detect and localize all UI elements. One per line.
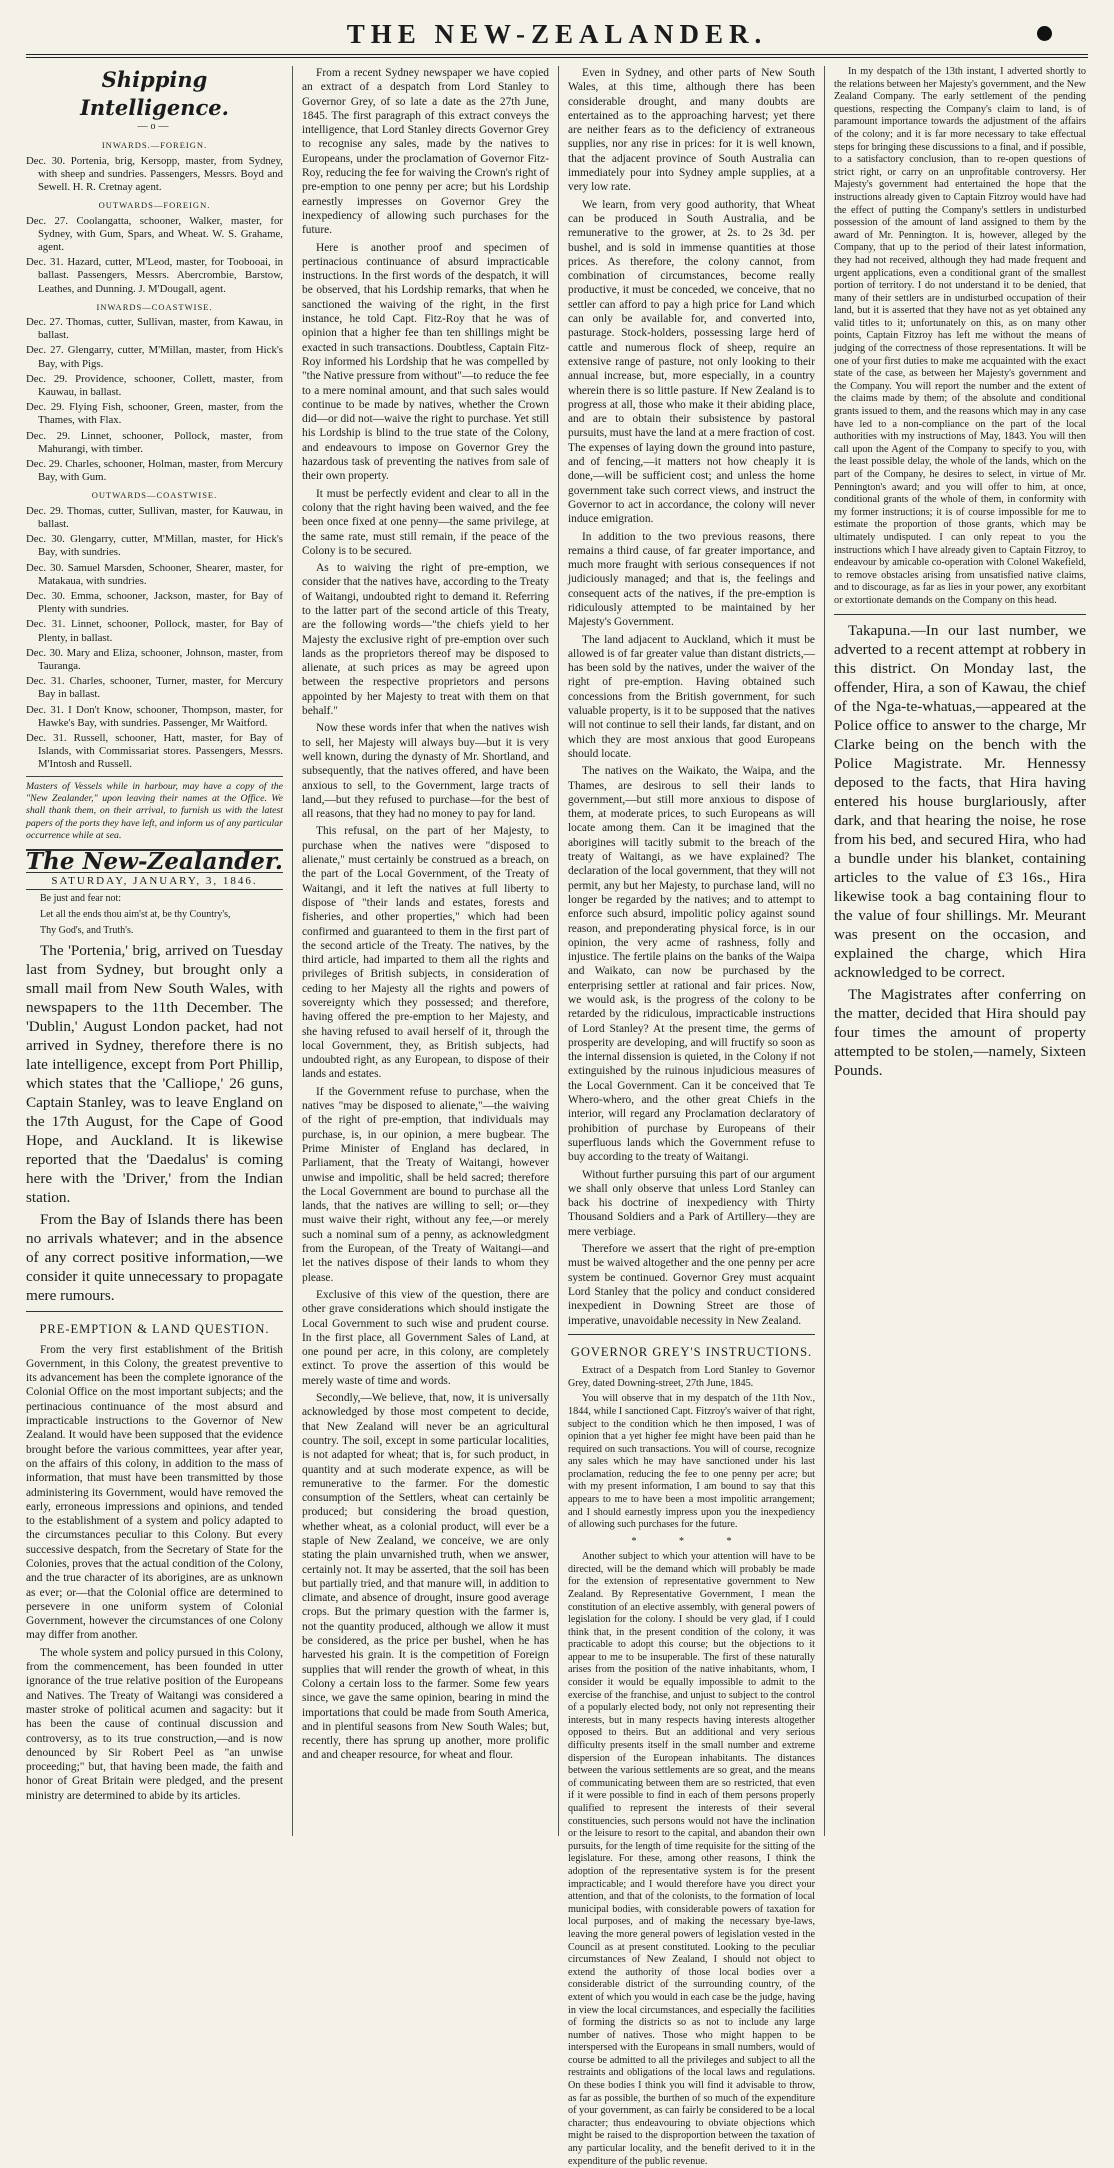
motto-line: Be just and fear not: xyxy=(40,893,122,905)
preemption-heading: PRE-EMPTION & LAND QUESTION. xyxy=(39,1322,270,1337)
shipping-entry: Dec. 29. Providence, schooner, Collett, master, from Kauwau, in ballast. xyxy=(26,372,283,399)
column-4 xyxy=(824,66,1086,1836)
instructions-paragraph: You will observe that in my despatch of the 11th Nov., 1844, while I sanctioned Capt. Fitzroy's waiver of that right, subject to the condition which he then imposed, I was of opinion that a yet higher fee might have been paid than he required on such transactions. You will of course, recognize any sales which he may have sanctioned under his last proclamation, reducing the fee to one penny per acre; but with my present information, I am bound to say that this appears to me to have been a most impolitic arrangement; and I should earnestly impress upon you the inexpediency of allowing such purchases for the future. xyxy=(568,1393,815,1531)
article-paragraph: We learn, from very good authority, that Wheat can be produced in South Australia, and be remunerative to the grower, at 2s. to 2s 3d. per bushel, and is sold in immense quantities at those prices. As therefore, the colony cannot, from combination of circumstances, become really productive, it must be conceded, we conceive, that no settler can afford to pay a high price for Land which can only be available for, and converted into, pasturage. Stock-holders, possessing large herd of cattle and numerous flock of sheep, require an extensive range of pasture, not only looking to their annual increase, but, more especially, in a country wherein there is so little pasture. If New Zealand is to progress at all, those who make it their abiding place, and are to obtain their subsistence by pastoral pursuits, must have the land at a mere fraction of cost. The expenses of laying down the ground into pasture, and of fencing,—it matters not how cheaply it is done,—will be sufficient cost; and unless the home government take such correct views, and instruct the Governor to act in accordance, the colony will never induce emigration. xyxy=(568,198,815,526)
shipping-entry: Dec. 31. Charles, schooner, Turner, master, for Mercury Bay in ballast. xyxy=(26,675,283,701)
article-paragraph: From the very first establishment of the British Government, in this Colony, the greatest preventive to its advancement has been the complete ignorance of the Colonial Office on the most important subjects; and the pertinacious continuance of the most absurd and impracticable instructions to the Governor of New Zealand. It would have been supposed that the evidence brought before the various committees, year after year, on the affairs of this colony, in addition to the mass of information, that must have been transmitted by those administering its Government, would have removed the early, erroneous impressions and opinions, and tended to the establishment of a system and policy adapted to the circumstances peculiar to this Colony. But every successive despatch, from the Secretary of State for the Colonies, proves that the actual condition of the Colony, and the true character of its aborigines, are as unknown as ever; or—that the Colonial office are determined to persevere in one uniform system of Colonial Government, however the circumstances of one Colony may differ from another. xyxy=(26,1343,283,1642)
shipping-entry: Dec. 30. Samuel Marsden, Schooner, Shearer, master, for Matakaua, with sundries. xyxy=(26,561,283,587)
masters-notice: Masters of Vessels while in harbour, may have a copy of the "New Zealander," upon leaving their names at the Office. We shall thank them, on their arrival, to furnish us with the latest papers of the ports they have left, and inform us of any particular occurrence while at sea. xyxy=(26,776,283,843)
motto-line: Thy God's, and Truth's. xyxy=(40,925,134,937)
outwards-coastwise-heading: OUTWARDS—COASTWISE. xyxy=(91,490,218,501)
news-paragraph: The 'Portenia,' brig, arrived on Tuesday last from Sydney, but brought only a small mail from New South Wales, with newspapers to the 11th December. The 'Dublin,' August London packet, had not arrived in Sydney, therefore there is no late intelligence, except from Port Phillip, which states that the 'Calliope,' 26 guns, Captain Stanley, was to leave England on the 17th August, for the Cape of Good Hope, and Auckland. It is likewise reported that the 'Daedalus' is coming here with the 'Driver,' from the Indian station. xyxy=(26,942,283,1207)
masthead xyxy=(26,14,1088,58)
divider xyxy=(568,1334,815,1335)
takapuna-paragraph: The Magistrates after conferring on the matter, decided that Hira should pay four times the amount of property attempted to be stolen,—namely, Sixteen Pounds. xyxy=(834,985,1086,1079)
article-paragraph: As to waiving the right of pre-emption, we consider that the natives have, according to the Treaty of Waitangi, undoubted right to demand it. Referring to the latter part of the second article of this Treaty, are the following words—"the chiefs yield to her Majesty the exclusive right of pre-emption over such lands as the proprietors thereof may be disposed to alienate, at such prices as may be agreed upon between the respective proprietors and persons appointed by her Majesty to treat with them on that behalf." xyxy=(302,562,549,718)
ornament: —o— xyxy=(137,121,172,132)
outwards-foreign-heading: OUTWARDS—FOREIGN. xyxy=(98,200,211,211)
article-paragraph: Even in Sydney, and other parts of New South Wales, at this time, although there has been considerable drought, and many doubts are entertained as to the approaching harvest; yet there are neither fears as to the deficiency of extraneous supplies, nor any rise in prices: for it is well known, that the adjacent province of South Australia can immediately pour into Sydney ample supplies, at a very low rate. xyxy=(568,67,815,194)
columns xyxy=(26,66,1088,2167)
shipping-entry: Dec. 29. Charles, schooner, Holman, master, from Mercury Bay, with Gum. xyxy=(26,458,283,484)
shipping-entry: Dec. 31. Linnet, schooner, Pollock, master, for Bay of Plenty, in ballast. xyxy=(26,618,283,644)
shipping-entry: Dec. 30. Portenia, brig, Kersopp, master, from Sydney, with sheep and sundries. Passengers, Messrs. Boyd and Sewell. H. R. Cretnay agent. xyxy=(26,154,283,193)
column-3 xyxy=(558,66,824,2167)
newspaper-title: THE NEW-ZEALANDER. xyxy=(346,19,768,49)
section-stars: * * * xyxy=(631,1535,752,1547)
inwards-foreign-heading: INWARDS.—FOREIGN. xyxy=(101,140,208,151)
shipping-entry: Dec. 27. Glengarry, cutter, M'Millan, master, from Hick's Bay, with Pigs. xyxy=(26,344,283,370)
article-paragraph: This refusal, on the part of her Majesty, to purchase when the natives were "disposed to alienate," must certainly be construed as a breach, on the part of the Local Government, of the Treaty of Waitangi, and it left the natives at full liberty to dispose of "their lands and estates, forests and fisheries, and other properties," which had been confirmed and guaranteed to them in the first part of the second article of the Treaty. The natives, by the third article, had imparted to them all the rights and privileges of British subjects, in consideration of ceding to her Majesty all the rights and powers of sovereignty which they possessed; and therefore, having offered the pre-emption to her Majesty, and she having refused to avail herself of it, through the local Government, they, as British subjects, had undoubted right, as any European, to dispose of their lands and estates. xyxy=(302,825,549,1081)
shipping-entry: Dec. 31. Hazard, cutter, M'Leod, master, for Toobooai, in ballast. Passengers, Messrs. Abercrombie, Barstow, Leathes, and Dunning. J. M'Dougall, agent. xyxy=(26,256,283,295)
article-paragraph: Secondly,—We believe, that, now, it is universally acknowledged by those most competent to decide, that New Zealand will never be an agricultural country. The soil, except in some particular localities, is not adapted for wheat; that is, for such product, in quantity and at such moderate expence, as will be remunerative to the farmer. For the domestic consumption of the Settlers, wheat can certainly be produced; but considering the broad question, whether wheat, as a colonial product, will ever be a staple of New Zealand, we conceive, we are only stating the plain unvarnished truth, when we answer, certainly not. It may be asserted, that the soil has been but partially tried, and that manure will, in addition to climate, and absence of drought, insure good average crops. But the primary question with the farmer is, not the quantity produced, although we allow it must be considered, as the price per bushel, when he has harvested his grain. It is the competition of Foreign supplies that will render the growth of wheat, in this Colony a certain loss to the farmer. Some few years since, we gave the same opinion, bearing in mind the importations that could be made from South America, and in plentiful seasons from New South Wales; but, recently, there has sprung up another, more prolific and and cheaper resource, for wheat and flour. xyxy=(302,1392,549,1762)
instructions-heading: GOVERNOR GREY'S INSTRUCTIONS. xyxy=(570,1344,813,1359)
article-paragraph: Without further pursuing this part of our argument we shall only observe that unless Lord Stanley can back his doctrine of inexpediency with Thirty Thousand Soldiers and a Park of Artillery—they are mere verbiage. xyxy=(568,1168,815,1238)
shipping-entry: Dec. 29. Thomas, cutter, Sullivan, master, for Kauwau, in ballast. xyxy=(26,504,283,530)
shipping-heading: Shipping Intelligence. xyxy=(80,67,229,120)
inwards-coastwise-heading: INWARDS—COASTWISE. xyxy=(96,301,213,312)
article-paragraph: In addition to the two previous reasons, there remains a third cause, of far greater importance, and much more fraught with serious consequences if not judiciously managed; and that is, the feelings and consequent acts of the natives, if the pre-emption is ridiculously attempted to be maintained by her Majesty's Government. xyxy=(568,530,815,629)
divider xyxy=(26,1311,283,1312)
article-paragraph: From a recent Sydney newspaper we have copied an extract of a despatch from Lord Stanley to Governor Grey, of so late a date as the 27th June, 1845. The first paragraph of this extract conveys the intelligence, that Lord Stanley directs Governor Grey to recognise any sales, made by the natives to Europeans, under the proclamation of Governor Fitz-Roy, reducing the fee for waiving the Crown's right of pre-emption to one penny per acre; but his Lordship earnestly impresses on Governor Grey the inexpediency of allowing such purchases for the future. xyxy=(302,67,549,237)
shipping-entry: Dec. 30. Glengarry, cutter, M'Millan, master, for Hick's Bay, with sundries. xyxy=(26,533,283,559)
column-1 xyxy=(26,66,292,1836)
news-paragraph: From the Bay of Islands there has been no arrivals whatever; and in the absence of any correct positive information,—we consider it quite unnecessary to propagate mere rumours. xyxy=(26,1211,283,1305)
shipping-entry: Dec. 31. Russell, schooner, Hatt, master, for Bay of Islands, with Commissariat stores. Passengers, Messrs. M'Intosh and Russell. xyxy=(26,732,283,771)
takapuna-paragraph: Takapuna.—In our last number, we adverted to a recent attempt at robbery in this district. On Monday last, the offender, Hira, a son of Kawau, the chief of the Nga-te-whatuas,—appeared at the Police office to answer to the charge, Mr Clarke being on the bench with the Police Magistrate. Mr. Hennessy deposed to the facts, that Hira having entered his house burglariously, after dark, and that hearing the noise, he rose from his bed, and secured Hira, who had a bundle under his blanket, containing articles to the value of £3 16s., Hira likewise took a bag containing flour to the value of four shillings. Mr. Meurant was present on the occasion, and explained the charge, which Hira acknowledged to be correct. xyxy=(834,621,1086,981)
shipping-entry: Dec. 30. Emma, schooner, Jackson, master, for Bay of Plenty with sundries. xyxy=(26,589,283,616)
shipping-entry: Dec. 29. Flying Fish, schooner, Green, master, from the Thames, with Flax. xyxy=(26,401,283,427)
shipping-entry: Dec. 30. Mary and Eliza, schooner, Johnson, master, from Tauranga. xyxy=(26,646,283,672)
editorial-masthead: The New-Zealander. xyxy=(26,847,283,875)
article-paragraph: Now these words infer that when the natives wish to sell, her Majesty will always buy—but it is very well known, during the dynasty of Mr. Shortland, and subsequently, that the natives offered, and have been anxious to sell, to the Government, large tracts of land,—but they refused to purchase—for the best of all reasons, that they had no money to pay for land. xyxy=(302,722,549,821)
article-paragraph: The land adjacent to Auckland, which it must be allowed is of far greater value than distant districts,—has been sold by the natives, under the waiver of the right of pre-emption. Having obtained such concessions from the British government, for such valuable property, is it to be supposed that the natives will not continue to sell their lands, far distant, and on which they are most anxious that good Europeans should locate. xyxy=(568,633,815,760)
article-paragraph: The whole system and policy pursued in this Colony, from the commencement, has been founded in utter ignorance of the true relative position of the Europeans and Natives. The Treaty of Waitangi was considered a master stroke of political acumen and sagacity: but it has been the cause of continual discussion and controversy, as to its true construction,—and is now denounced by Sir Robert Peel as "an unwise proceeding;" but, that having been made, the faith and honor of Great Britain were pledged, and the present ministry are determined to abide by its articles. xyxy=(26,1646,283,1802)
article-paragraph: If the Government refuse to purchase, when the natives "may be disposed to alienate,"—the waiving of the right of pre-emption, that individuals may purchase, is, in our opinion, a mere bugbear. The Prime Minister of England has declared, in Parliament, that the Treaty of Waitangi, however unwise and impolitic, shall be held sacred; therefore the Local Government are bound to purchase all the lands, that the natives are willing to sell; or—they must waive their right, without any fee,—or merely such a nominal sum of a penny, as acknowledgment from the European, of the Treaty of Waitangi—and let the natives dispose of their lands to whom they please. xyxy=(302,1085,549,1284)
instructions-paragraph: Another subject to which your attention will have to be directed, will be the demand which will probably be made for the extension of representative government to New Zealand. By Representative Government, I mean the constitution of an elective assembly, with general powers of legislation for the colony. I should be very glad, if I could think that, in the present condition of the colony, it was practicable to adopt this course; but the objections to it appear to me to be insuperable. The first of these naturally arises from the position of the native inhabitants, whom, I consider it would be equally impossible to admit to the exercise of the franchise, and unjust to subject to the control of a popularly elected body, not only not representing their interests, but in many respects having interests altogether opposed to theirs. But an additional and very serious difficulty presents itself in the small number and extreme dispersion of the European inhabitants. The distances between the various settlements are so great, and the means of communicating between them are so restricted, that even if it were possible to find in each of them persons properly qualified to represent the interests of their several constituencies, such persons would not have the inclination or the leisure to resort to the capital, and abandon their own pursuits, for the length of time requisite for the sitting of the legislature. For these, among other reasons, I think the adoption of the representative system is for the present impracticable; and I would therefore have you direct your attention, and that of the colonists, to the formation of local municipal bodies, with considerable powers of taxation for local purposes, and of making the necessary bye-laws, leaving the more general powers of legislation vested in the Council as at present constituted. Looking to the peculiar circumstances of New Zealand, I should not object to extend the authority of those local bodies over a considerable district of the surrounding country, of the extent of which you would in each case be the judge, having in view the local circumstances, and especially the facilities of forming the districts so as not to include any large number of natives. Those who might happen to be interspersed with the Europeans in small numbers, would of course be admitted to all the privileges and subject to all the restraints and obligations of the local laws and regulations. On these bodies I think you will find it advisable to throw, as far as possible, the burthen of so much of the expenditure of your government, as can fairly be considered to be a local character; thus endeavouring to obviate objections which might be raised to the disproportion between the taxation of any particular locality, and the benefit derived to it in the expenditure of the public revenue. xyxy=(568,1551,815,2167)
instructions-paragraph: In my despatch of the 13th instant, I adverted shortly to the relations between her Majesty's government, and the New Zealand Company. The early settlement of the pending questions, respecting the Company's claim to land, is of paramount importance towards the adjustment of the affairs of the colony; and it is far more necessary to take effectual steps for bringing these discussions to a final, and if possible, to a satisfactory conclusion, than to re-open questions of strict right, or carry on an unprofitable controversy. Her Majesty's government had entertained the hope that the instructions already given to Captain Fitzroy would have had the effect of putting the Company's settlers in undisturbed possession of the amount of land assigned to them by the award of Mr. Pennington. It is, however, alleged by the Company, that up to the period of their latest information, they had not received, although they had made frequent and urgent applications, even a conditional grant of the smallest portion of territory. I do not understand it to be denied, that many of their settlers are in undisturbed occupation of their land, but it is asserted that they have not as yet obtained any valid titles to it; unfortunately on this, as on many other points, Captain Fitzroy has left me without the means of judging of the correctness of those representations. It will be one of your first duties to make me acquainted with the exact state of the case, as between her Majesty's government and the Company. You will report the number and the extent of the claims made by them; of the absolute and conditional grants issued to them, and the reasons which may in any case have led to a non-compliance on the part of the local authorities with my instructions of May, 1843. You will then call upon the Agent of the Company to specify to you, with the least possible delay, the whole of the lands, which on the part of the Company, he desires to select, in virtue of Mr. Pennington's award; and you will offer to him, at once, conditional grants of the whole of them, in conformity with my former instructions; it is of course impossible for me to estimate the proportion of those grants, which may be ultimately undisputed. I can only repeat to you the instructions which I have already given to Captain Fitzroy, to endeavour by amicable co-operation with Colonel Wakefield, to remove obstacles arising from unsatisfied native claims, and to discourage, as far as lies in your power, any exorbitant or extortionate demands on the Company on this head. xyxy=(834,66,1086,606)
divider xyxy=(834,614,1086,615)
shipping-entry: Dec. 27. Thomas, cutter, Sullivan, master, from Kawau, in ballast. xyxy=(26,316,283,342)
article-paragraph: The natives on the Waikato, the Waipa, and the Thames, are desirous to sell their lands to government,—but still more anxious to dispose of them, at moderate prices, to such Europeans as will locate among them. Can it be imagined that the aborigines will tacitly submit to the breach of the treaty of Waitangi, as we have explained? The declaration of the local government, that they will not permit, any but her Majesty, to purchase land, will no longer be regarded by the natives; and to attempt to enforce such absurd, impolitic policy against sound reason, and preponderating physical force, is in our opinion, the very acme of rashness, folly and injustice. The fertile plains on the banks of the Waipa and Waikato, can now be purchased by the enterprising settler at rational and fair prices. Now, we would ask, is the progress of the colony to be retarded by the ridiculous, impracticable instructions of Lord Stanley? At the present time, the germs of prosperity are developing, and will fructify so soon as the internal dissension is quieted, in the Colony if not extinguished by the ruinous injudicious measures of the Local Government. Can it be conceived that Te Whero-whero, and the other great Chiefs in the interior, will regard any Proclamation declaratory of prohibition of purchase by Europeans of their superfluous lands which the Government refuse to buy according to the treaty of Waitangi. xyxy=(568,765,815,1164)
article-paragraph: Exclusive of this view of the question, there are other grave considerations which should instigate the Local Government to such wise and prudent course. In the first place, all Government Sales of Land, at one pound per acre, in this colony, are completely extinct. To prove the assertion of this would be merely waste of time and words. xyxy=(302,1288,549,1387)
issue-date: SATURDAY, JANUARY, 3, 1846. xyxy=(26,872,283,890)
shipping-entry: Dec. 29. Linnet, schooner, Pollock, master, from Mahurangi, with timber. xyxy=(26,429,283,455)
motto-line: Let all the ends thou aim'st at, be thy Country's, xyxy=(40,909,231,921)
article-paragraph: Therefore we assert that the right of pre-emption must be waived altogether and the one penny per acre system be continued. Governor Grey must acquaint Lord Stanley that the policy and conduct considered inexpedient in Downing Street are those of imperative, unavoidable necessity in New Zealand. xyxy=(568,1243,815,1327)
column-2 xyxy=(292,66,558,1836)
shipping-entry: Dec. 31. I Don't Know, schooner, Thompson, master, for Hawke's Bay, with sundries. Passenger, Mr Waitford. xyxy=(26,703,283,729)
article-paragraph: Here is another proof and specimen of pertinacious continuance of absurd impracticable instructions. In the first words of the despatch, it will be observed, that his Lordship remarks, that when he sanctioned the waiving of the right, in the first instance, he told Capt. Fitz-Roy that he was of opinion that a higher fee than ten shillings might be exacted in such transactions. Doubtless, Captain Fitz-Roy informed his Lordship that he was compelled by "the Native pressure from without"—to reduce the fee to a mere nominal amount, and that such sales would continue to be made by natives, whether the Crown did—or did not—waive the right to purchase. Yet still his Lordship is blind to the true state of the Colony, and endeavours to impose on Governor Grey the hazardous task of preventing the natives from sale of their own property. xyxy=(302,241,549,483)
ink-blot xyxy=(1037,26,1052,41)
article-paragraph: It must be perfectly evident and clear to all in the colony that the right having been waived, and the fee been once fixed at one penny—the same privilege, at the same rate, must still remain, if the peace of the Colony is to be secured. xyxy=(302,487,549,557)
instructions-intro: Extract of a Despatch from Lord Stanley to Governor Grey, dated Downing-street, 27th June, 1845. xyxy=(568,1365,815,1389)
shipping-entry: Dec. 27. Coolangatta, schooner, Walker, master, for Sydney, with Gum, Spars, and Wheat. W. S. Grahame, agent. xyxy=(26,214,283,253)
